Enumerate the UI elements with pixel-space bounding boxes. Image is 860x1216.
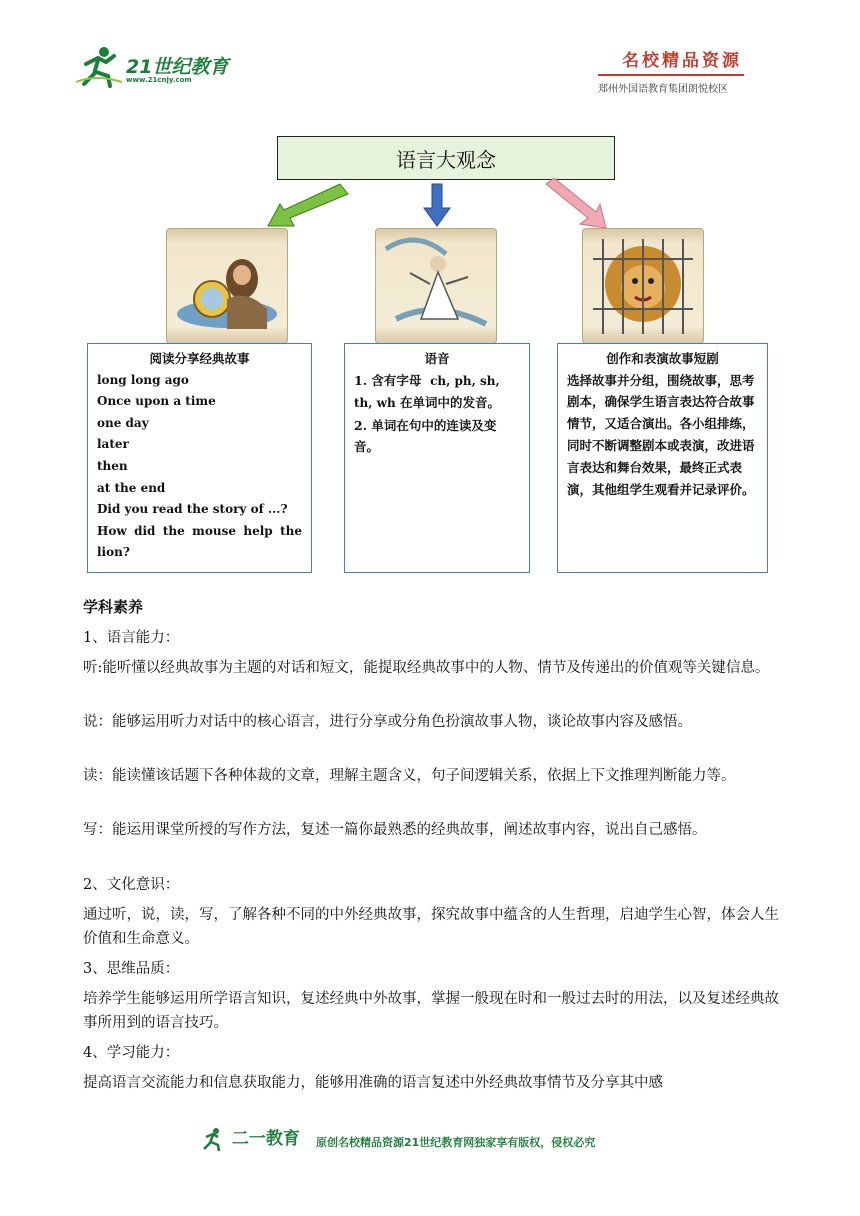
arrow-left-icon <box>268 184 348 226</box>
paragraph-culture: 通过听，说，读，写，了解各种不同的中外经典故事，探究故事中蕴含的人生哲理，启迪学生心智，体会人生价值和生命意义。 <box>83 907 779 947</box>
phrase-line: later <box>97 437 129 452</box>
footer-copyright: 原创名校精品资源21世纪教育网独家享有版权，侵权必究 <box>316 1136 596 1149</box>
brand-title: 名校精品资源 <box>622 51 742 71</box>
paragraph-writing: 写：能运用课堂所授的写作方法，复述一篇你最熟悉的经典故事，阐述故事内容，说出自己感悟。 <box>83 822 707 838</box>
poet-illustration-icon <box>376 229 496 343</box>
story-image-lion <box>582 228 704 344</box>
brand-subtitle: 郑州外国语教育集团朗悦校区 <box>598 84 728 95</box>
phonics-item-1-prefix: 1. 含有字母 <box>354 372 422 388</box>
paragraph-learning: 提高语言交流能力和信息获取能力，能够用准确的语言复述中外经典故事情节及分享其中感 <box>83 1075 663 1091</box>
sailor-illustration-icon <box>167 229 287 343</box>
phonics-box-title: 语音 <box>424 351 450 366</box>
reading-box-title: 阅读分享经典故事 <box>149 351 250 366</box>
paragraph-reading: 读：能读懂该话题下各种体裁的文章，理解主题含义，句子间逻辑关系，依据上下文推理判断能力等。 <box>83 768 736 784</box>
concept-title: 语言大观念 <box>396 147 496 172</box>
phonics-letters-2: th, wh <box>354 396 396 411</box>
story-image-poet <box>375 228 497 344</box>
heading-thinking: 3、思维品质： <box>83 961 180 977</box>
drama-box <box>557 343 768 573</box>
phonics-letters: ch, ph, sh, <box>430 373 500 388</box>
paragraph-speaking: 说：能够运用听力对话中的核心语言，进行分享或分角色扮演故事人物，谈论故事内容及感悟。 <box>83 714 692 730</box>
diagram-arrows <box>260 178 620 234</box>
runner-logo-icon <box>76 44 124 88</box>
lion-illustration-icon <box>583 229 703 343</box>
phonics-item-2: 2. 单词在句中的连读及变音。 <box>354 417 497 455</box>
phrase-line: lion? <box>97 545 130 560</box>
phrase-line: then <box>97 458 128 473</box>
reading-box <box>87 343 312 573</box>
phrase-line: How did the mouse help the <box>97 523 302 538</box>
drama-box-body: 选择故事并分组，围绕故事，思考剧本，确保学生语言表达符合故事情节，又适合演出。各小组排练，同时不断调整剧本或表演，改进语言表达和舞台效果，最终正式表演，其他组学生观看并记录评价。 <box>567 372 755 497</box>
logo-url: www.21cnjy.com <box>126 76 192 84</box>
story-image-sailor <box>166 228 288 344</box>
arrow-right-icon <box>546 178 606 228</box>
phrase-line: at the end <box>97 480 166 495</box>
footer-logo <box>200 1124 300 1152</box>
heading-language-ability: 1、语言能力： <box>83 630 180 646</box>
section-title: 学科素养 <box>83 598 144 616</box>
phrase-line: Did you read the story of ...? <box>97 502 288 517</box>
phrase-line: long long ago <box>97 372 189 387</box>
phrase-line: one day <box>97 415 149 430</box>
drama-box-title: 创作和表演故事短剧 <box>606 351 719 366</box>
footer-runner-icon <box>200 1126 226 1152</box>
paragraph-thinking: 培养学生能够运用所学语言知识，复述经典中外故事，掌握一般现在时和一般过去时的用法，以及复述经典故事所用到的语言技巧。 <box>83 991 779 1031</box>
logo-text: 21世纪教育 <box>126 56 229 78</box>
phonics-box <box>344 343 530 573</box>
footer-logo-text: 二一教育 <box>231 1129 300 1149</box>
heading-culture: 2、文化意识： <box>83 877 180 893</box>
site-logo <box>76 44 276 90</box>
arrow-down-icon <box>424 184 450 226</box>
brand-divider <box>598 74 744 76</box>
heading-learning: 4、学习能力： <box>83 1045 180 1061</box>
concept-title-box <box>277 136 615 180</box>
phrase-line: Once upon a time <box>97 394 216 409</box>
phonics-item-1-suffix: 在单词中的发音。 <box>400 395 501 411</box>
paragraph-listening: 听:能听懂以经典故事为主题的对话和短文，能提取经典故事中的人物、情节及传递出的价值观等关键信息。 <box>83 660 770 676</box>
